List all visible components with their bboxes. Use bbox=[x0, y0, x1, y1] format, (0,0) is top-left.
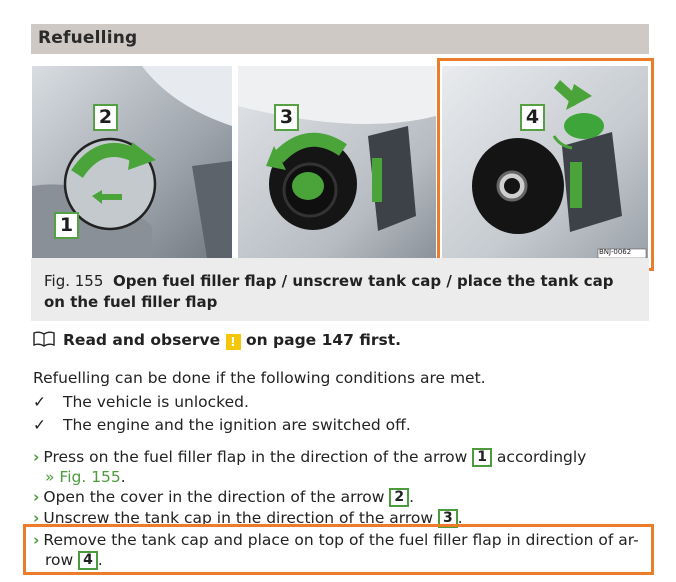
step-text-after: . bbox=[97, 551, 103, 569]
condition-item bbox=[33, 393, 249, 411]
step-marker: › bbox=[33, 488, 40, 506]
photo-label-2: 2 bbox=[93, 104, 118, 131]
photo-label-1: 1 bbox=[54, 212, 79, 239]
figure-photo-unscrew-cap bbox=[238, 66, 436, 258]
step-item bbox=[33, 447, 633, 487]
notice-prefix: Read and observe bbox=[63, 331, 221, 349]
notice-suffix: on page 147 first. bbox=[245, 331, 401, 349]
notice-line bbox=[33, 331, 401, 351]
caption-text: Open fuel filler flap / unscrew tank cap / place the tank cap on the fuel filler flap bbox=[44, 272, 614, 311]
warning-icon: ! bbox=[226, 334, 241, 350]
step-text-after: . bbox=[409, 488, 415, 506]
figure-link[interactable]: » Fig. 155 bbox=[45, 468, 121, 486]
check-icon: ✓ bbox=[33, 393, 46, 411]
step-text-line2: row bbox=[45, 551, 74, 569]
step-text-after: . bbox=[457, 509, 463, 527]
figure-caption bbox=[44, 271, 634, 313]
step-text: Press on the fuel filler flap in the direction of the arrow bbox=[43, 448, 468, 466]
step-item bbox=[33, 530, 643, 570]
check-icon: ✓ bbox=[33, 416, 46, 434]
photo-highlight-frame bbox=[437, 58, 654, 271]
photo-label-4: 4 bbox=[520, 104, 545, 131]
step-marker: › bbox=[33, 509, 40, 527]
step-marker: › bbox=[33, 531, 40, 549]
condition-item bbox=[33, 416, 411, 434]
step-text: Open the cover in the direction of the arrow bbox=[43, 488, 385, 506]
figure-code: BNJ-0062 bbox=[599, 248, 632, 256]
arrow-number: 1 bbox=[472, 448, 492, 467]
section-title: Refuelling bbox=[38, 28, 138, 48]
arrow-number: 2 bbox=[389, 488, 409, 507]
book-icon bbox=[33, 331, 55, 351]
condition-text: The vehicle is unlocked. bbox=[63, 393, 249, 411]
intro-text: Refuelling can be done if the following conditions are met. bbox=[33, 369, 486, 387]
step-text: Remove the tank cap and place on top of the fuel filler flap in direction of ar- bbox=[43, 531, 639, 549]
step-link-end: . bbox=[120, 468, 126, 486]
step-text-after: accordingly bbox=[496, 448, 587, 466]
caption-prefix: Fig. 155 bbox=[44, 272, 104, 290]
photo-label-3: 3 bbox=[274, 104, 299, 131]
condition-text: The engine and the ignition are switched off. bbox=[63, 416, 411, 434]
step-text: Unscrew the tank cap in the direction of the arrow bbox=[43, 509, 434, 527]
arrow-number: 4 bbox=[78, 551, 98, 570]
step-item bbox=[33, 488, 414, 507]
arrow-number: 3 bbox=[438, 509, 458, 528]
step-marker: › bbox=[33, 448, 40, 466]
